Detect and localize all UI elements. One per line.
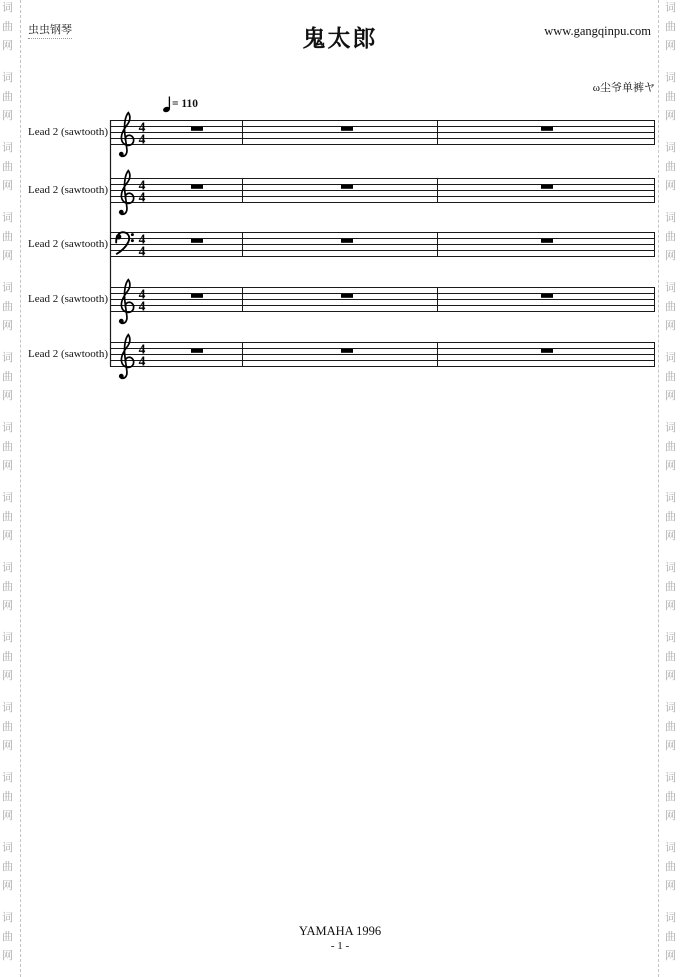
score-system xyxy=(0,0,680,400)
whole-rest xyxy=(191,185,203,189)
watermark-char: 曲 xyxy=(2,301,13,313)
watermark-char: 网 xyxy=(665,250,676,262)
watermark-char: 词 xyxy=(2,912,13,924)
tempo-marking: = 110 xyxy=(172,98,199,110)
quarter-note-icon xyxy=(162,97,170,114)
watermark-char: 词 xyxy=(2,492,13,504)
watermark-char: 网 xyxy=(665,600,676,612)
watermark-char: 网 xyxy=(665,320,676,332)
watermark-char: 网 xyxy=(2,460,13,472)
watermark-char: 网 xyxy=(2,600,13,612)
watermark-char: 词 xyxy=(665,702,676,714)
watermark-char: 网 xyxy=(665,110,676,122)
watermark-char: 曲 xyxy=(2,581,13,593)
whole-rest xyxy=(341,239,353,243)
watermark-char: 词 xyxy=(665,212,676,224)
watermark-char: 网 xyxy=(665,670,676,682)
time-signature-bottom: 4 xyxy=(138,298,146,314)
watermark-char: 曲 xyxy=(665,931,676,943)
treble-clef-icon xyxy=(119,171,134,215)
whole-rest xyxy=(191,239,203,243)
watermark-char: 词 xyxy=(665,562,676,574)
watermark-char: 曲 xyxy=(2,91,13,103)
watermark-char: 曲 xyxy=(2,21,13,33)
watermark-char: 网 xyxy=(2,740,13,752)
staff-label: Lead 2 (sawtooth) xyxy=(27,348,108,360)
time-signature-top: 4 xyxy=(138,286,146,302)
treble-clef-icon xyxy=(119,280,134,324)
watermark-char: 词 xyxy=(665,72,676,84)
staff-label: Lead 2 (sawtooth) xyxy=(27,238,108,250)
staff xyxy=(110,335,655,379)
watermark-char: 词 xyxy=(665,772,676,784)
staff xyxy=(110,280,655,324)
watermark-char: 曲 xyxy=(665,231,676,243)
watermark-char: 网 xyxy=(2,390,13,402)
whole-rest xyxy=(341,349,353,353)
watermark-char: 词 xyxy=(2,2,13,14)
watermark-char: 网 xyxy=(2,880,13,892)
watermark-char: 曲 xyxy=(665,581,676,593)
staff xyxy=(110,113,655,157)
watermark-char: 曲 xyxy=(665,91,676,103)
time-signature-bottom: 4 xyxy=(138,353,146,369)
watermark-char: 词 xyxy=(2,632,13,644)
watermark-char: 网 xyxy=(665,460,676,472)
watermark-char: 词 xyxy=(2,212,13,224)
watermark-char: 曲 xyxy=(2,371,13,383)
watermark-char: 网 xyxy=(2,40,13,52)
watermark-char: 词 xyxy=(2,72,13,84)
watermark-char: 词 xyxy=(2,282,13,294)
whole-rest xyxy=(341,127,353,131)
whole-rest xyxy=(341,294,353,298)
page-number: - 1 - xyxy=(330,940,350,952)
whole-rest xyxy=(341,185,353,189)
watermark-char: 网 xyxy=(665,880,676,892)
whole-rest xyxy=(191,294,203,298)
watermark-char: 网 xyxy=(665,810,676,822)
footer-copyright: YAMAHA 1996 xyxy=(298,924,382,938)
watermark-char: 曲 xyxy=(665,21,676,33)
watermark-char: 网 xyxy=(2,110,13,122)
watermark-char: 词 xyxy=(665,422,676,434)
watermark-char: 曲 xyxy=(665,161,676,173)
time-signature-top: 4 xyxy=(138,119,146,135)
watermark-char: 曲 xyxy=(2,791,13,803)
treble-clef-icon xyxy=(119,113,134,157)
watermark-char: 词 xyxy=(2,772,13,784)
whole-rest xyxy=(541,349,553,353)
watermark-char: 曲 xyxy=(665,721,676,733)
watermark-char: 网 xyxy=(665,950,676,962)
watermark-char: 网 xyxy=(2,810,13,822)
watermark-char: 曲 xyxy=(665,791,676,803)
watermark-char: 网 xyxy=(2,250,13,262)
watermark-char: 网 xyxy=(665,530,676,542)
whole-rest xyxy=(191,349,203,353)
time-signature-top: 4 xyxy=(138,177,146,193)
watermark-char: 曲 xyxy=(2,161,13,173)
watermark-char: 词 xyxy=(2,562,13,574)
site-name: 虫虫钢琴 xyxy=(28,21,72,39)
watermark-char: 曲 xyxy=(665,371,676,383)
watermark-char: 曲 xyxy=(665,441,676,453)
watermark-char: 词 xyxy=(665,142,676,154)
whole-rest xyxy=(541,127,553,131)
staff-label: Lead 2 (sawtooth) xyxy=(27,293,108,305)
watermark-char: 网 xyxy=(2,320,13,332)
watermark-char: 曲 xyxy=(2,231,13,243)
watermark-char: 词 xyxy=(2,142,13,154)
uploader-credit: ω尘爷单裤ヤ xyxy=(592,82,655,94)
watermark-char: 网 xyxy=(2,180,13,192)
whole-rest xyxy=(541,239,553,243)
watermark-char: 网 xyxy=(665,740,676,752)
watermark-char: 网 xyxy=(2,530,13,542)
time-signature-bottom: 4 xyxy=(138,189,146,205)
watermark-char: 词 xyxy=(665,282,676,294)
time-signature-top: 4 xyxy=(138,341,146,357)
watermark-char: 词 xyxy=(2,352,13,364)
watermark-char: 网 xyxy=(665,180,676,192)
watermark-char: 词 xyxy=(2,422,13,434)
whole-rest xyxy=(541,294,553,298)
watermark-char: 词 xyxy=(665,912,676,924)
staff xyxy=(110,232,655,259)
whole-rest xyxy=(541,185,553,189)
staff-label: Lead 2 (sawtooth) xyxy=(27,184,108,196)
watermark-char: 曲 xyxy=(2,721,13,733)
watermark-char: 词 xyxy=(2,702,13,714)
treble-clef-icon xyxy=(119,335,134,379)
watermark-char: 曲 xyxy=(2,931,13,943)
watermark-char: 曲 xyxy=(2,511,13,523)
time-signature-bottom: 4 xyxy=(138,243,146,259)
watermark-char: 曲 xyxy=(2,861,13,873)
watermark-char: 曲 xyxy=(665,861,676,873)
watermark-char: 词 xyxy=(665,492,676,504)
watermark-char: 曲 xyxy=(2,441,13,453)
watermark-char: 词 xyxy=(2,842,13,854)
time-signature-bottom: 4 xyxy=(138,131,146,147)
watermark-char: 曲 xyxy=(665,511,676,523)
staff-label: Lead 2 (sawtooth) xyxy=(27,126,108,138)
site-url: www.gangqinpu.com xyxy=(544,24,651,38)
watermark-char: 曲 xyxy=(2,651,13,663)
watermark-char: 词 xyxy=(665,2,676,14)
watermark-char: 词 xyxy=(665,632,676,644)
watermark-char: 曲 xyxy=(665,301,676,313)
watermark-char: 网 xyxy=(665,390,676,402)
staff xyxy=(110,171,655,215)
watermark-char: 网 xyxy=(665,40,676,52)
watermark-char: 词 xyxy=(665,842,676,854)
watermark-char: 词 xyxy=(665,352,676,364)
watermark-char: 网 xyxy=(2,670,13,682)
whole-rest xyxy=(191,127,203,131)
watermark-char: 曲 xyxy=(665,651,676,663)
page-title: 鬼太郎 xyxy=(302,26,378,51)
time-signature-top: 4 xyxy=(138,231,146,247)
watermark-char: 网 xyxy=(2,950,13,962)
